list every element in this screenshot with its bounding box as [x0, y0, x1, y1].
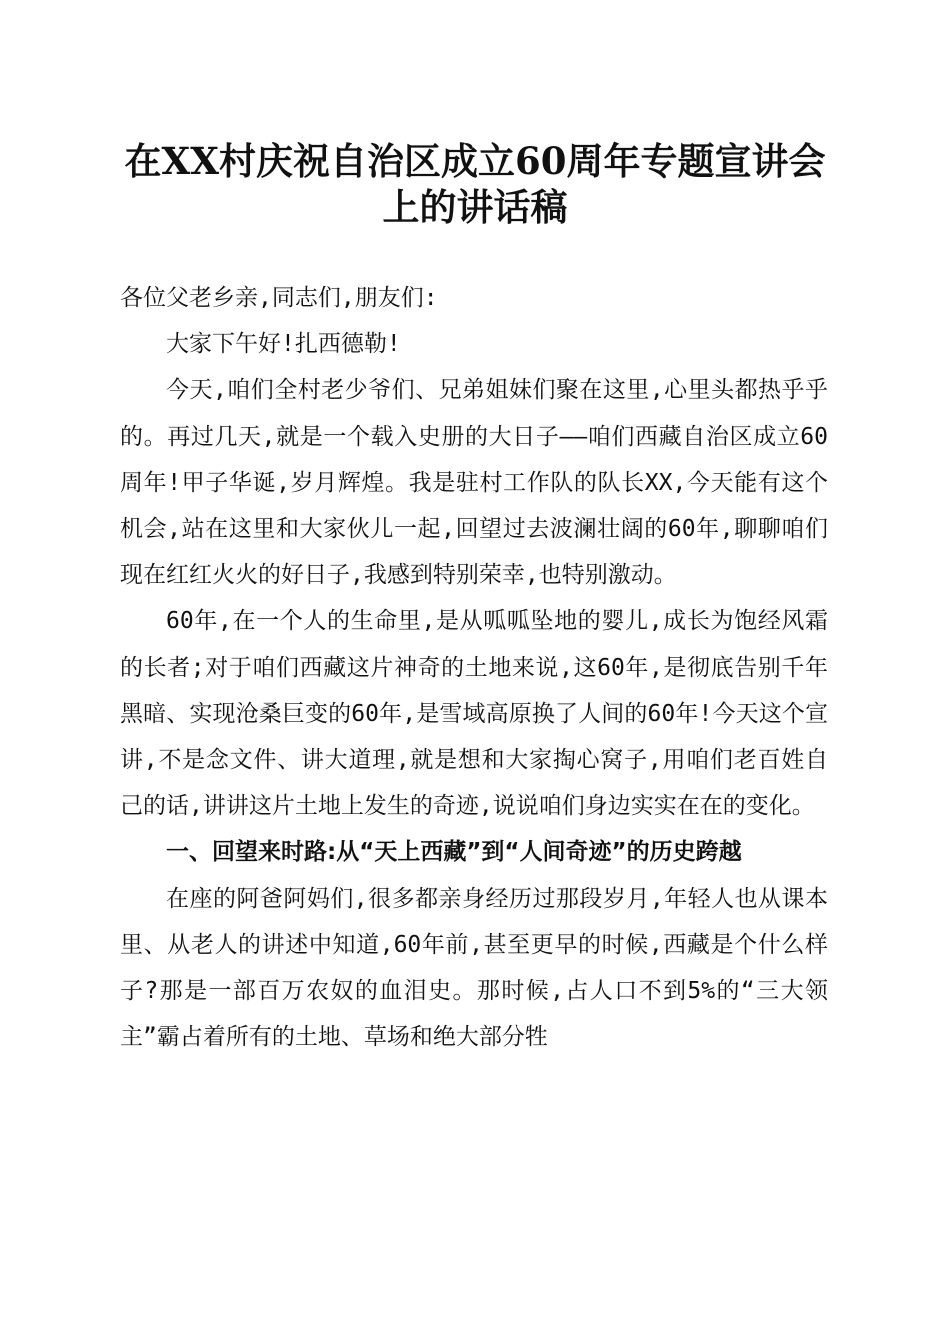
section-heading-1: 一、回望来时路:从“天上西藏”到“人间奇迹”的历史跨越 — [166, 839, 742, 866]
title-line-2: 上的讲话稿 — [382, 185, 568, 229]
section-1-paragraph: 在座的阿爸阿妈们,很多都亲身经历过那段岁月,年轻人也从课本里、从老人的讲述中知道,60年前,甚至更早的时候,西藏是个什么样子?那是一部百万农奴的血泪史。那时候,占人口不到5%的“三大领主”霸占着所有的土地、草场和绝大部分牲 — [120, 885, 828, 1051]
paragraph-sixty-years: 60年,在一个人的生命里,是从呱呱坠地的婴儿,成长为饱经风霜的长者;对于咱们西藏这片神奇的土地来说,这60年,是彻底告别千年黑暗、实现沧桑巨变的60年,是雪域高原换了人间的60年!今天这个宣讲,不是念文件、讲大道理,就是想和大家掏心窝子,用咱们老百姓自己的话,讲讲这片土地上发生的奇迹,说说咱们身边实实在在的变化。 — [120, 608, 828, 820]
greeting: 大家下午好!扎西德勒! — [166, 331, 401, 358]
document-title — [110, 138, 840, 230]
title-line-1: 在XX村庆祝自治区成立60周年专题宣讲会 — [124, 139, 826, 183]
paragraph-opening: 今天,咱们全村老少爷们、兄弟姐妹们聚在这里,心里头都热乎乎的。再过几天,就是一个载入史册的大日子——咱们西藏自治区成立60周年!甲子华诞,岁月辉煌。我是驻村工作队的队长XX,今天能有这个机会,站在这里和大家伙儿一起,回望过去波澜壮阔的60年,聊聊咱们现在红红火火的好日子,我感到特别荣幸,也特别激动。 — [120, 377, 828, 589]
salutation: 各位父老乡亲,同志们,朋友们: — [120, 285, 438, 311]
document-body — [120, 275, 828, 1060]
